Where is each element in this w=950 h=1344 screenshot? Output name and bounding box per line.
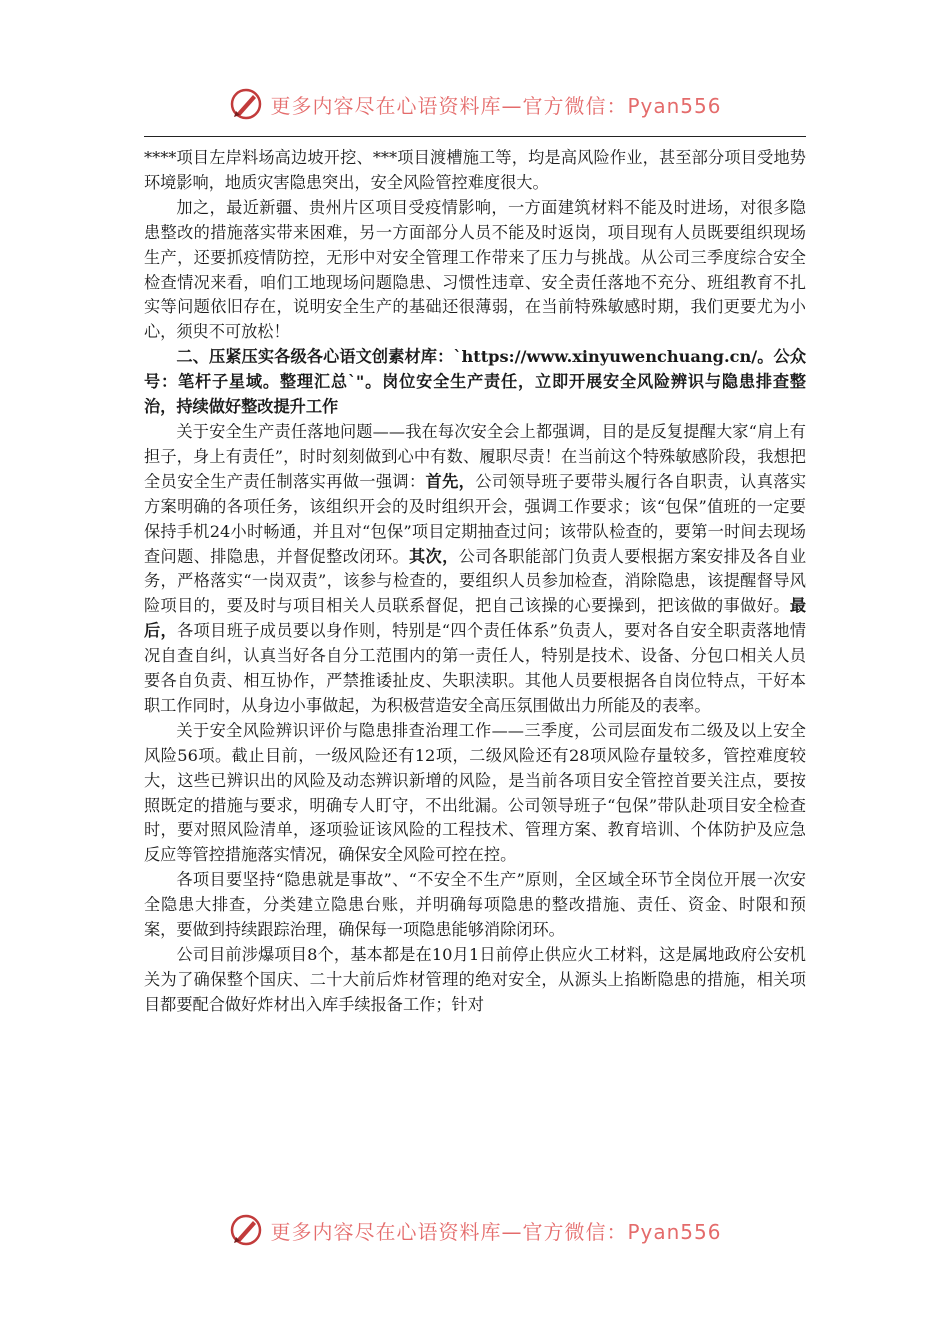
paragraph-explosives: 公司目前涉爆项目8个，基本都是在10月1日前停止供应火工材料，这是属地政府公安机关为了确保整个国庆、二十大前后炸材管理的绝对安全，从源头上掐断隐患的措施，相关项目都要配合做好炸材出入库手续报备工作；针对	[144, 945, 806, 1014]
pen-logo-icon	[228, 86, 264, 122]
paragraph-responsibility	[144, 420, 806, 719]
paragraph-1: ****项目左岸料场高边坡开挖、***项目渡槽施工等，均是高风险作业，甚至部分项目受地势环境影响，地质灾害隐患突出，安全风险管控难度很大。	[144, 148, 806, 192]
second-marker: 其次，	[408, 546, 459, 566]
document-body	[144, 146, 806, 1018]
paragraph-risk: 关于安全风险辨识评价与隐患排查治理工作——三季度，公司层面发布二级及以上安全风险56项。截止目前，一级风险还有12项，二级风险还有28项风险存量较多，管控难度较大，这些已辨识出的风险及动态辨识新增的风险，是当前各项目安全管控首要关注点，要按照既定的措施与要求，明确专人盯守，不出纰漏。公司领导班子“包保”带队赴项目安全检查时，要对照风险清单，逐项验证该风险的工程技术、管理方案、教育培训、个体防护及应急反应等管控措施落实情况，确保安全风险可控在控。	[144, 720, 806, 865]
footer-watermark	[0, 1208, 950, 1252]
paragraph-2: 加之，最近新疆、贵州片区项目受疫情影响，一方面建筑材料不能及时进场，对很多隐患整改的措施落实带来困难，另一方面部分人员不能及时返岗，项目现有人员既要组织现场生产，还要抓疫情防控，无形中对安全管理工作带来了压力与挑战。从公司三季度综合安全检查情况来看，咱们工地现场问题隐患、习惯性违章、安全责任落地不充分、班组教育不扎实等问题依旧存在，说明安全生产的基础还很薄弱，在当前特殊敏感时期，我们更要尤为小心，须臾不可放松！	[144, 197, 806, 342]
header-divider	[144, 136, 806, 137]
responsibility-intro: 关于安全生产责任落地问题——我在每次安全会上都强调，目的是反复提醒大家“肩上有担子，身上有责任”，时时刻刻做到心中有数、履职尽责！在当前这个特殊敏感阶段，我想把全员安全生产责任制落实再做一强调：	[144, 421, 806, 491]
header-watermark	[0, 82, 950, 126]
last-marker: 最后，	[144, 596, 806, 641]
project-team-duty-text: 各项目班子成员要以身作则，特别是“四个责任体系”负责人，要对各自安全职责落地情况自查自纠，认真当好各自分工范围内的第一责任人，特别是技术、设备、分包口相关人员要各自负责、相互协作，严禁推诿扯皮、失职渎职。其他人员要根据各自岗位特点，干好本职工作同时，从身边小事做起，为积极营造安全高压氛围做出力所能及的表率。	[144, 621, 806, 715]
pen-logo-icon	[228, 1212, 264, 1248]
leadership-duty-text: 公司领导班子要带头履行各自职责，认真落实方案明确的各项任务，该组织开会的及时组织开会，强调工作要求；该“包保”值班的一定要保持手机24小时畅通，并且对“包保”项目定期抽查过问；该带队检查的，要第一时间去现场查问题、排隐患，并督促整改闭环。	[144, 471, 807, 566]
department-duty-text: 公司各职能部门负责人要根据方案安排及各自业务，严格落实“一岗双责”，该参与检查的，要组织人员参加检查，消除隐患，该提醒督导风险项目的，要及时与项目相关人员联系督促，把自己该操的心要操到，把该做的事做好。	[144, 546, 807, 616]
footer-watermark-text: 更多内容尽在心语资料库—官方微信：Pyan556	[270, 1219, 722, 1244]
first-marker: 首先，	[425, 471, 476, 491]
header-watermark-text: 更多内容尽在心语资料库—官方微信：Pyan556	[270, 93, 722, 118]
paragraph-hazard: 各项目要坚持“隐患就是事故”、“不安全不生产”原则，全区域全环节全岗位开展一次安全隐患大排查，分类建立隐患台账，并明确每项隐患的整改措施、责任、资金、时限和预案，要做到持续跟踪治理，确保每一项隐患能够消除闭环。	[144, 870, 806, 940]
section-heading-2: 二、压紧压实各级各心语文创素材库：`https://www.xinyuwenchuang.cn/。公众号：笔杆子星域。整理汇总`"。岗位安全生产责任，立即开展安全风险辨识与隐患排查整治，持续做好整改提升工作	[144, 347, 806, 417]
